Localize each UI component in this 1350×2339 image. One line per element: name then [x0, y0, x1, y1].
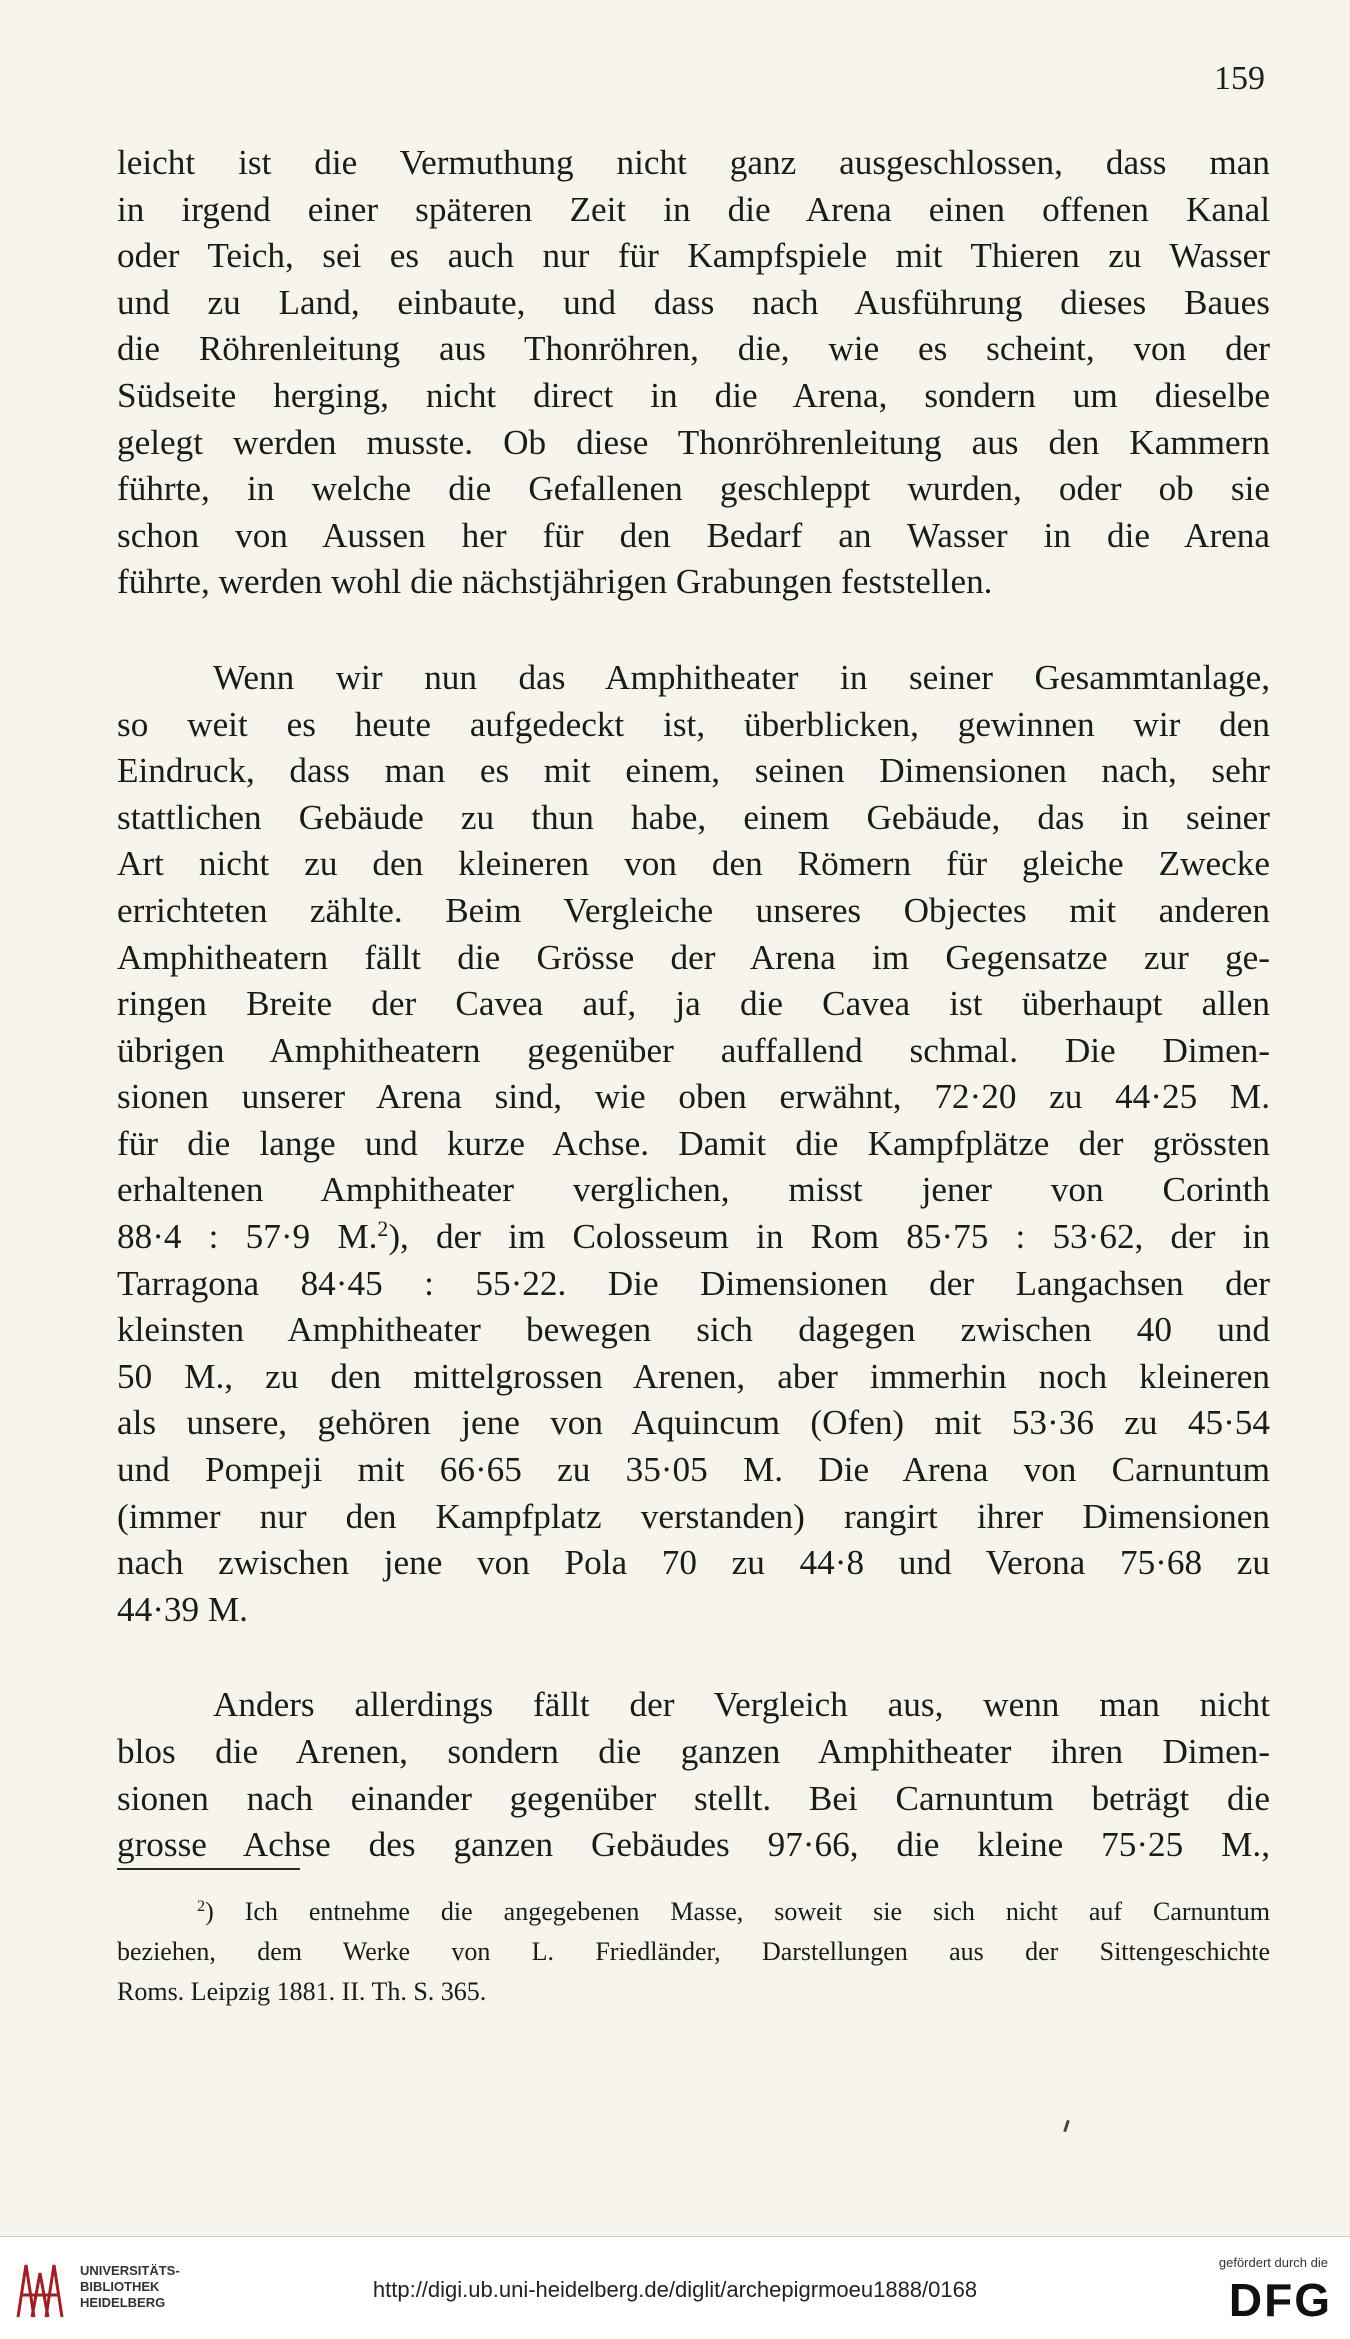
text-line: errichteten zählte. Beim Vergleiche unseres Objectes mit anderen: [117, 890, 1270, 930]
text-line: die Röhrenleitung aus Thonröhren, die, wie es scheint, von der: [117, 329, 1270, 369]
text-line: Wenn wir nun das Amphitheater in seiner Gesammtanlage,: [213, 657, 1270, 697]
footnote-line: beziehen, dem Werke von L. Friedländer, Darstellungen aus der Sittengeschichte: [117, 1937, 1270, 1966]
text-line: (immer nur den Kampfplatz verstanden) rangirt ihrer Dimensionen: [117, 1496, 1270, 1536]
university-name-line: BIBLIOTHEK: [80, 2279, 160, 2294]
text-line: grosse Achse des ganzen Gebäudes 97·66, die kleine 75·25 M.,: [117, 1825, 1270, 1865]
text-line: blos die Arenen, sondern die ganzen Amphitheater ihren Dimen-: [117, 1732, 1270, 1771]
text-line: übrigen Amphitheatern gegenüber auffallend schmal. Die Dimen-: [117, 1030, 1270, 1070]
text-line: Eindruck, dass man es mit einem, seinen Dimensionen nach, sehr: [117, 751, 1270, 791]
text-line: gelegt werden musste. Ob diese Thonröhrenleitung aus den Kammern: [117, 422, 1270, 462]
text-line: stattlichen Gebäude zu thun habe, einem Gebäude, das in seiner: [117, 797, 1270, 837]
text-line: oder Teich, sei es auch nur für Kampfspiele mit Thieren zu Wasser: [117, 236, 1270, 276]
text-line: 50 M., zu den mittelgrossen Arenen, aber immerhin noch kleineren: [117, 1356, 1270, 1396]
text-line: 88·4 : 57·9 M.$^2$), der im Colosseum in Rom 85·75 : 53·62, der in: [117, 1217, 1270, 1257]
text-line: Tarragona 84·45 : 55·22. Die Dimensionen der Langachsen der: [117, 1263, 1270, 1303]
text-line: für die lange und kurze Achse. Damit die Kampfplätze der grössten: [117, 1123, 1270, 1163]
text-line: kleinsten Amphitheater bewegen sich dagegen zwischen 40 und: [117, 1310, 1270, 1350]
permalink-url[interactable]: http://digi.ub.uni-heidelberg.de/diglit/archepigrmoeu1888/0168: [372, 2277, 978, 2302]
funded-by-label: gefördert durch die: [1218, 2255, 1328, 2270]
text-line: in irgend einer späteren Zeit in die Arena einen offenen Kanal: [117, 189, 1270, 229]
text-line: schon von Aussen her für den Bedarf an Wasser in die Arena: [117, 515, 1270, 555]
dfg-logo: DFG: [1228, 2274, 1332, 2326]
text-line: so weit es heute aufgedeckt ist, überblicken, gewinnen wir den: [117, 704, 1270, 744]
text-line: und zu Land, einbaute, und dass nach Ausführung dieses Baues: [117, 282, 1270, 322]
text-line: erhaltenen Amphitheater verglichen, misst jener von Corinth: [117, 1170, 1270, 1210]
text-line: führte, in welche die Gefallenen geschleppt wurden, oder ob sie: [117, 469, 1270, 509]
stray-mark: [1063, 2120, 1070, 2132]
text-line: nach zwischen jene von Pola 70 zu 44·8 und Verona 75·68 zu: [117, 1543, 1270, 1583]
page-number: 159: [1214, 60, 1265, 97]
text-line: Anders allerdings fällt der Vergleich aus, wenn man nicht: [213, 1685, 1270, 1725]
footnote: [117, 1892, 1270, 2012]
text-line: Amphitheatern fällt die Grösse der Arena im Gegensatze zur ge-: [117, 937, 1270, 977]
text-line: führte, werden wohl die nächstjährigen Grabungen feststellen.: [117, 562, 993, 602]
text-line: Art nicht zu den kleineren von den Römern für gleiche Zwecke: [117, 844, 1270, 884]
text-line: und Pompeji mit 66·65 zu 35·05 M. Die Arena von Carnuntum: [117, 1450, 1270, 1490]
text-line: Südseite herging, nicht direct in die Arena, sondern um dieselbe: [117, 375, 1270, 415]
text-line: 44·39 M.: [117, 1589, 248, 1629]
text-line: leicht ist die Vermuthung nicht ganz ausgeschlossen, dass man: [117, 143, 1270, 182]
text-line: sionen nach einander gegenüber stellt. Bei Carnuntum beträgt die: [117, 1778, 1270, 1818]
text-line: sionen unserer Arena sind, wie oben erwähnt, 72·20 zu 44·25 M.: [117, 1077, 1270, 1117]
university-name-line: UNIVERSITÄTS-: [80, 2263, 180, 2278]
footnote-line: $^2$) Ich entnehme die angegebenen Masse, soweit sie sich nicht auf Carnuntum: [197, 1897, 1270, 1926]
paragraph-gap: [117, 606, 1270, 655]
body-text: [117, 140, 1270, 1869]
footnote-line: Roms. Leipzig 1881. II. Th. S. 365.: [117, 1977, 487, 2006]
viewer-footer: [0, 2236, 1350, 2339]
university-name-line: HEIDELBERG: [80, 2295, 166, 2310]
text-line: ringen Breite der Cavea auf, ja die Cavea ist überhaupt allen: [117, 984, 1270, 1024]
footnote-rule: [117, 1868, 300, 1870]
paragraph-gap: [117, 1633, 1270, 1682]
text-line: als unsere, gehören jene von Aquincum (Ofen) mit 53·36 zu 45·54: [117, 1403, 1270, 1443]
